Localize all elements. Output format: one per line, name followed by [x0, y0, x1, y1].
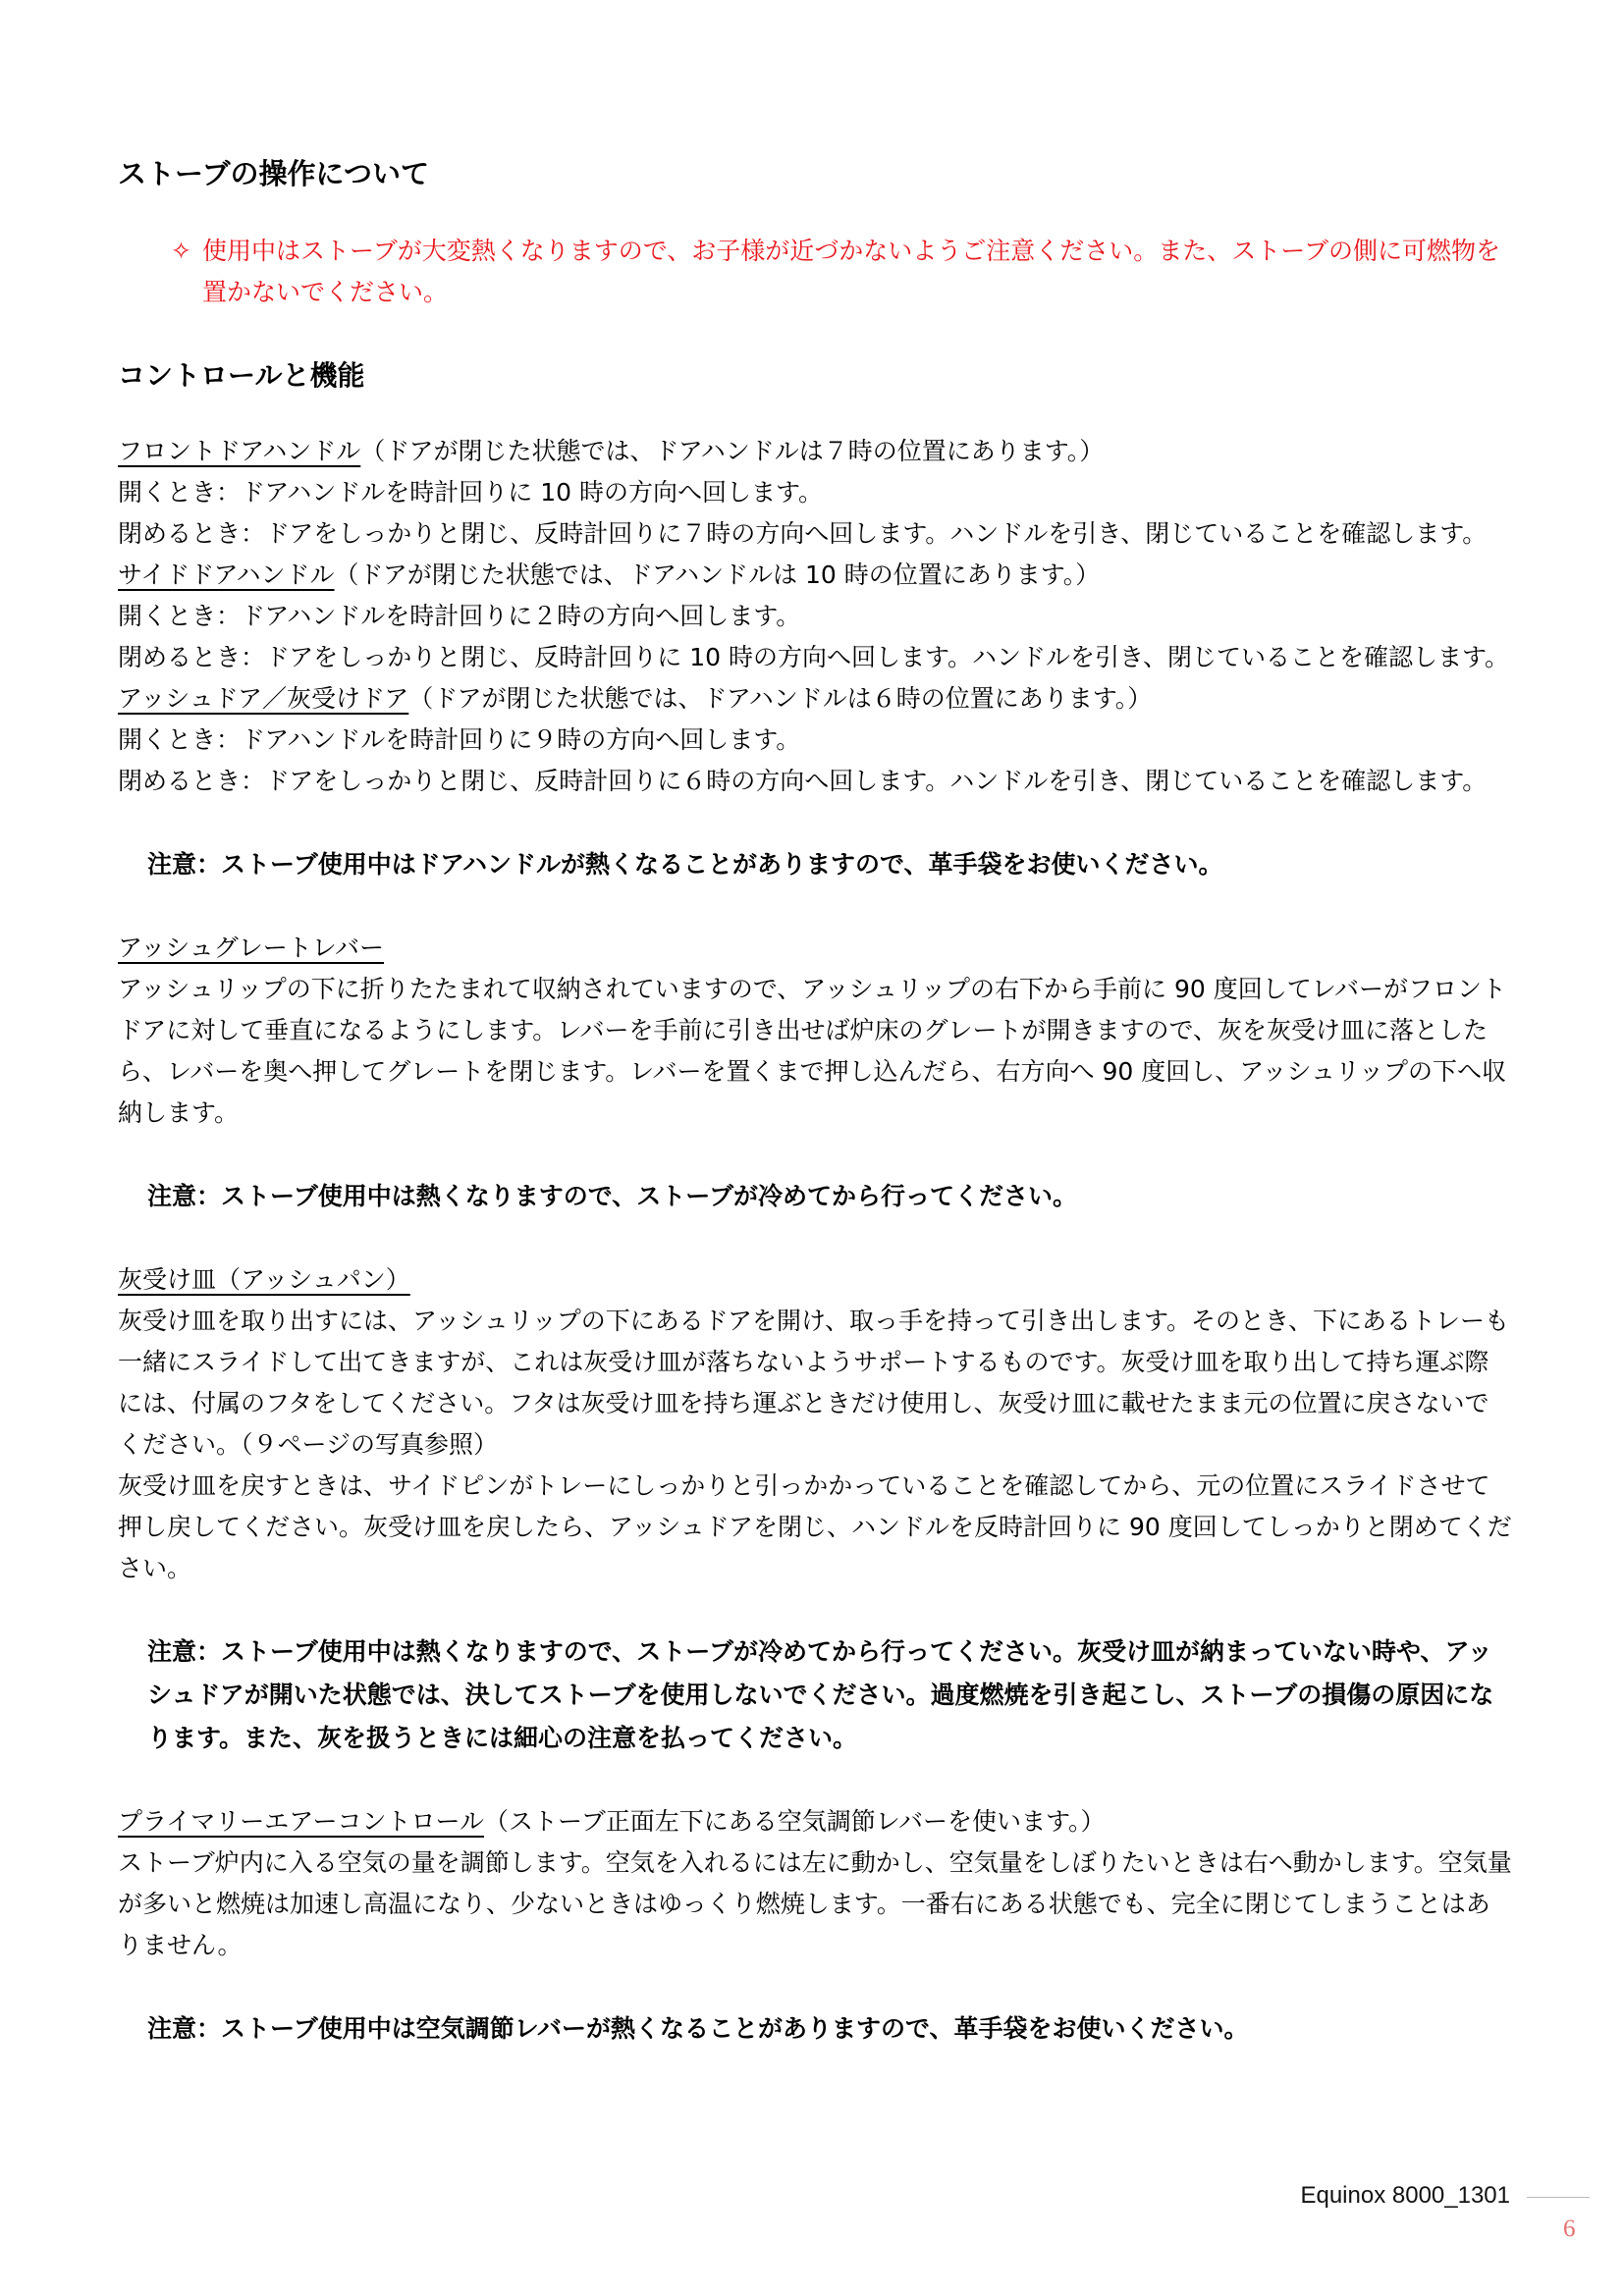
caution-air-lever: 注意：ストーブ使用中は空気調節レバーが熱くなることがありますので、革手袋をお使いください。 — [147, 2014, 1249, 2043]
ash-door-close: 閉めるとき：ドアをしっかりと閉じ、反時計回りに６時の方向へ回します。ハンドルを引き、閉じていることを確認します。 — [118, 767, 1488, 795]
page-content — [118, 152, 1512, 2092]
caution-grate-lever: 注意：ストーブ使用中は熱くなりますので、ストーブが冷めてから行ってください。 — [147, 1182, 1078, 1210]
model-number: Equinox 8000_1301 — [1300, 2182, 1510, 2209]
side-door-note: （ドアが閉じた状態では、ドアハンドルは 10 時の位置にあります。） — [334, 561, 1101, 589]
footer-divider — [1527, 2197, 1590, 2198]
front-door-open: 開くとき：ドアハンドルを時計回りに 10 時の方向へ回します。 — [118, 478, 823, 507]
side-door-section — [118, 555, 1512, 678]
controls-subtitle: コントロールと機能 — [118, 359, 365, 392]
grate-lever-section — [118, 928, 1512, 1134]
section-title: ストーブの操作について — [118, 157, 429, 190]
ash-pan-body-2: 灰受け皿を戻すときは、サイドピンがトレーにしっかりと引っかかっていることを確認してから、元の位置にスライドさせて押し戻してください。灰受け皿を戻したら、アッシュドアを閉じ、ハンドルを反時計回りに 90 度回してしっかりと閉めてください。 — [118, 1471, 1512, 1582]
page-number: 6 — [1563, 2216, 1576, 2242]
front-door-heading — [118, 431, 1512, 472]
front-door-close: 閉めるとき：ドアをしっかりと閉じ、反時計回りに７時の方向へ回します。ハンドルを引き、閉じていることを確認します。 — [118, 519, 1488, 548]
diamond-star-icon: ✧ — [171, 237, 191, 265]
side-door-label: サイドドアハンドル — [118, 561, 335, 589]
side-door-close: 閉めるとき：ドアをしっかりと閉じ、反時計回りに 10 時の方向へ回します。ハンドルを引き、閉じていることを確認します。 — [118, 643, 1509, 671]
air-control-note: （ストーブ正面左下にある空気調節レバーを使います。） — [484, 1807, 1106, 1836]
side-door-open: 開くとき：ドアハンドルを時計回りに２時の方向へ回します。 — [118, 602, 801, 630]
grate-lever-body: アッシュリップの下に折りたたまれて収納されていますので、アッシュリップの右下から手前に 90 度回してレバーがフロントドアに対して垂直になるようにします。レバーを手前に引き出せば炉床のグレートが開きますので、灰を灰受け皿に落としたら、レバーを奥へ押してグレートを閉じます。レバーを置くまで押し込んだら、右方向へ 90 度回し、アッシュリップの下へ収納します。 — [118, 975, 1506, 1127]
air-control-heading — [118, 1801, 1512, 1842]
warning-text: 使用中はストーブが大変熱くなりますので、お子様が近づかないようご注意ください。また、ストーブの側に可燃物を置かないでください。 — [202, 237, 1501, 306]
ash-pan-heading — [118, 1259, 1512, 1301]
ash-door-note: （ドアが閉じた状態では、ドアハンドルは６時の位置にあります。） — [408, 684, 1153, 713]
caution-door-handle: 注意：ストーブ使用中はドアハンドルが熱くなることがありますので、革手袋をお使いください。 — [147, 850, 1223, 879]
side-door-heading — [118, 555, 1512, 596]
ash-pan-body-1: 灰受け皿を取り出すには、アッシュリップの下にあるドアを開け、取っ手を持って引き出します。そのとき、下にあるトレーも一緒にスライドして出てきますが、これは灰受け皿が落ちないようサポートするものです。灰受け皿を取り出して持ち運ぶ際には、付属のフタをしてください。フタは灰受け皿を持ち運ぶときだけ使用し、灰受け皿に載せたまま元の位置に戻さないでください。（９ページの写真参照） — [118, 1307, 1510, 1459]
ash-door-section — [118, 678, 1512, 802]
page-footer — [0, 2181, 1624, 2269]
front-door-section — [118, 431, 1512, 555]
grate-lever-heading — [118, 928, 1512, 969]
front-door-note: （ドアが閉じた状態では、ドアハンドルは７時の位置にあります。） — [360, 437, 1105, 465]
ash-door-heading — [118, 678, 1512, 720]
ash-pan-section — [118, 1259, 1512, 1589]
front-door-label: フロントドアハンドル — [118, 437, 361, 465]
ash-pan-label: 灰受け皿（アッシュパン） — [118, 1265, 410, 1294]
air-control-body: ストーブ炉内に入る空気の量を調節します。空気を入れるには左に動かし、空気量をしぼりたいときは右へ動かします。空気量が多いと燃焼は加速し高温になり、少ないときはゆっくり燃焼します。一番右にある状態でも、完全に閉じてしまうことはありません。 — [118, 1848, 1512, 1959]
grate-lever-label: アッシュグレートレバー — [118, 934, 385, 962]
ash-door-open: 開くとき：ドアハンドルを時計回りに９時の方向へ回します。 — [118, 725, 801, 754]
air-control-section — [118, 1801, 1512, 1966]
ash-door-label: アッシュドア／灰受けドア — [118, 684, 409, 713]
caution-ash-pan: 注意：ストーブ使用中は熱くなりますので、ストーブが冷めてから行ってください。灰受け皿が納まっていない時や、アッシュドアが開いた状態では、決してストーブを使用しないでください。過度燃焼を引き起こし、ストーブの損傷の原因になります。また、灰を扱うときには細心の注意を払ってください。 — [147, 1637, 1494, 1752]
warning-notice — [118, 231, 1512, 313]
air-control-label: プライマリーエアーコントロール — [118, 1807, 485, 1836]
